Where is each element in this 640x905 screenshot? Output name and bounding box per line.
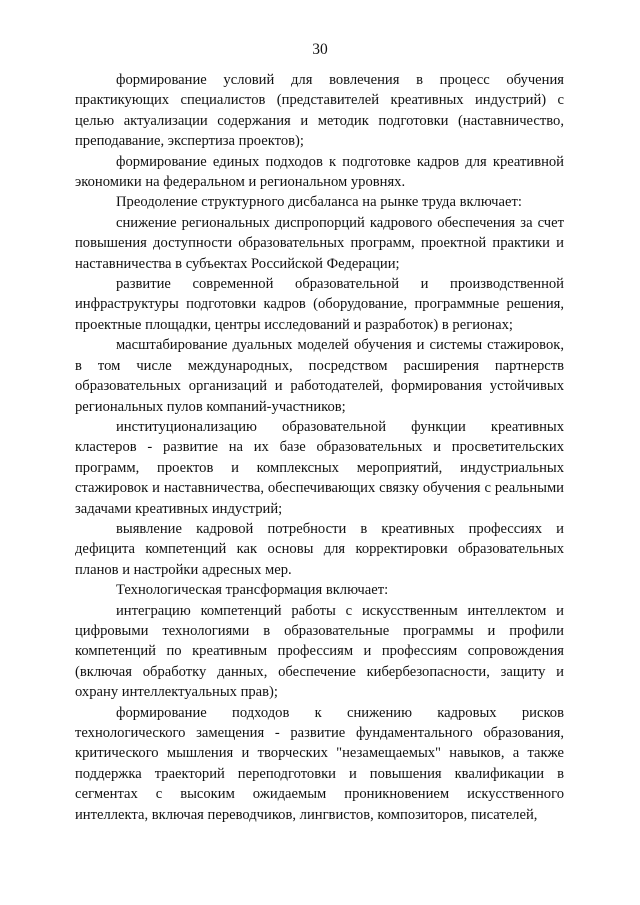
body-text xyxy=(75,70,564,825)
paragraph: выявление кадровой потребности в креативных профессиях и дефицита компетенций как основы для корректировки образовательных планов и настройки адресных мер. xyxy=(75,520,564,578)
paragraph: формирование условий для вовлечения в процесс обучения практикующих специалистов (представителей креативных индустрий) с целью актуализации содержания и методик подготовки (наставничество, преподавание, экспертиза проектов); xyxy=(75,72,564,150)
paragraph: формирование единых подходов к подготовке кадров для креативной экономики на федеральном и региональном уровнях. xyxy=(75,153,564,191)
paragraph: формирование подходов к снижению кадровых рисков технологического замещения - развитие фундаментального образования, критического мышления и творческих "незамещаемых" навыков, а также поддержка траекторий переподготовки и повышения квалификации в сегментах с высоким ожидаемым проникновением искусственного интеллекта, включая переводчиков, лингвистов, композиторов, писателей, xyxy=(75,704,564,823)
paragraph: интеграцию компетенций работы с искусственным интеллектом и цифровыми технологиями в образовательные программы и профили компетенций по креативным профессиям и профессиям сопровождения (включая обработку данных, обеспечение кибербезопасности, защиту и охрану интеллектуальных прав); xyxy=(75,602,564,701)
paragraph: масштабирование дуальных моделей обучения и системы стажировок, в том числе международных, посредством расширения партнерств образовательных организаций и работодателей, формирования устойчивых региональных пулов компаний-участников; xyxy=(75,337,564,415)
paragraph: снижение региональных диспропорций кадрового обеспечения за счет повышения доступности образовательных программ, проектной практики и наставничества в субъектах Российской Федерации; xyxy=(75,214,564,272)
page-number: 30 xyxy=(312,41,328,58)
paragraph: развитие современной образовательной и производственной инфраструктуры подготовки кадров (оборудование, программные решения, проектные площадки, центры исследований и разработок) в регионах; xyxy=(75,276,564,333)
paragraph: Технологическая трансформация включает: xyxy=(116,582,389,599)
paragraph: институционализацию образовательной функции креативных кластеров - развитие на их базе образовательных и просветительских программ, проектов и комплексных мероприятий, индустриальных стажировок и наставничества, обеспечивающих связку обучения с реальными задачами креативных индустрий; xyxy=(75,418,564,517)
paragraph: Преодоление структурного дисбаланса на рынке труда включает: xyxy=(116,194,522,211)
